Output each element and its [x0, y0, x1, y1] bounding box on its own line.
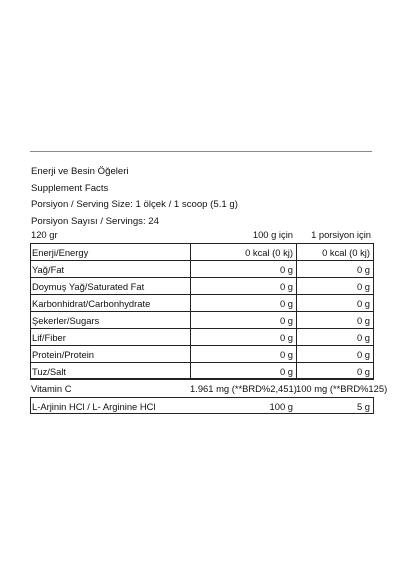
table-row — [30, 260, 374, 277]
nutrient-name: Tuz/Salt — [30, 362, 190, 379]
arginine-per100: 100 g — [190, 397, 296, 414]
table-row — [30, 362, 374, 379]
title-tr: Enerji ve Besin Öğeleri — [31, 166, 129, 177]
nutrient-per100: 0 g — [190, 294, 296, 311]
table-row — [30, 328, 374, 345]
nutrient-name: Lif/Fiber — [30, 328, 190, 345]
title-en: Supplement Facts — [31, 182, 109, 194]
top-divider — [30, 151, 372, 152]
nutrient-perserving: 0 g — [296, 311, 374, 328]
table-row — [30, 345, 374, 362]
nutrient-perserving: 0 g — [296, 277, 374, 294]
label-header — [31, 164, 376, 230]
nutrient-per100: 0 g — [190, 311, 296, 328]
nutrient-perserving: 0 g — [296, 260, 374, 277]
nutrient-name: Karbonhidrat/Carbonhydrate — [30, 294, 190, 311]
nutrient-perserving: 0 g — [296, 328, 374, 345]
nutrition-table — [30, 226, 388, 414]
nutrient-name: Şekerler/Sugars — [30, 311, 190, 328]
nutrient-name: Enerji/Energy — [30, 243, 190, 260]
table-row — [30, 311, 374, 328]
arginine-name: L-Arjinin HCl / L- Arginine HCl — [30, 397, 190, 414]
nutrient-perserving: 0 g — [296, 345, 374, 362]
nutrient-per100: 0 g — [190, 260, 296, 277]
vitamin-row — [30, 379, 388, 397]
nutrient-name: Doymuş Yağ/Saturated Fat — [30, 277, 190, 294]
header-perserving: 1 porsiyon için — [311, 229, 371, 240]
arginine-perserving: 5 g — [296, 397, 374, 414]
nutrient-per100: 0 g — [190, 362, 296, 379]
nutrient-per100: 0 g — [190, 345, 296, 362]
vitamin-per100: 1.961 mg (**BRD%2,451) — [190, 383, 297, 394]
serving-size: Porsiyon / Serving Size: 1 ölçek / 1 scoop (5.1 g) — [31, 199, 238, 210]
vitamin-perserving: 100 mg (**BRD%125) — [296, 383, 388, 394]
nutrient-perserving: 0 g — [296, 294, 374, 311]
servings-count: Porsiyon Sayısı / Servings: 24 — [31, 215, 159, 227]
nutrient-name: Yağ/Fat — [30, 260, 190, 277]
table-header-row — [30, 226, 374, 243]
nutrient-name: Protein/Protein — [30, 345, 190, 362]
header-weight: 120 gr — [31, 229, 58, 240]
header-per100: 100 g için — [252, 229, 293, 240]
table-row — [30, 243, 374, 260]
table-row — [30, 294, 374, 311]
arginine-row — [30, 397, 374, 414]
nutrient-per100: 0 g — [190, 328, 296, 345]
table-row — [30, 277, 374, 294]
nutrient-perserving: 0 g — [296, 362, 374, 379]
nutrient-per100: 0 g — [190, 277, 296, 294]
vitamin-name: Vitamin C — [31, 383, 72, 394]
nutrient-per100: 0 kcal (0 kj) — [190, 243, 296, 260]
nutrient-perserving: 0 kcal (0 kj) — [296, 243, 374, 260]
